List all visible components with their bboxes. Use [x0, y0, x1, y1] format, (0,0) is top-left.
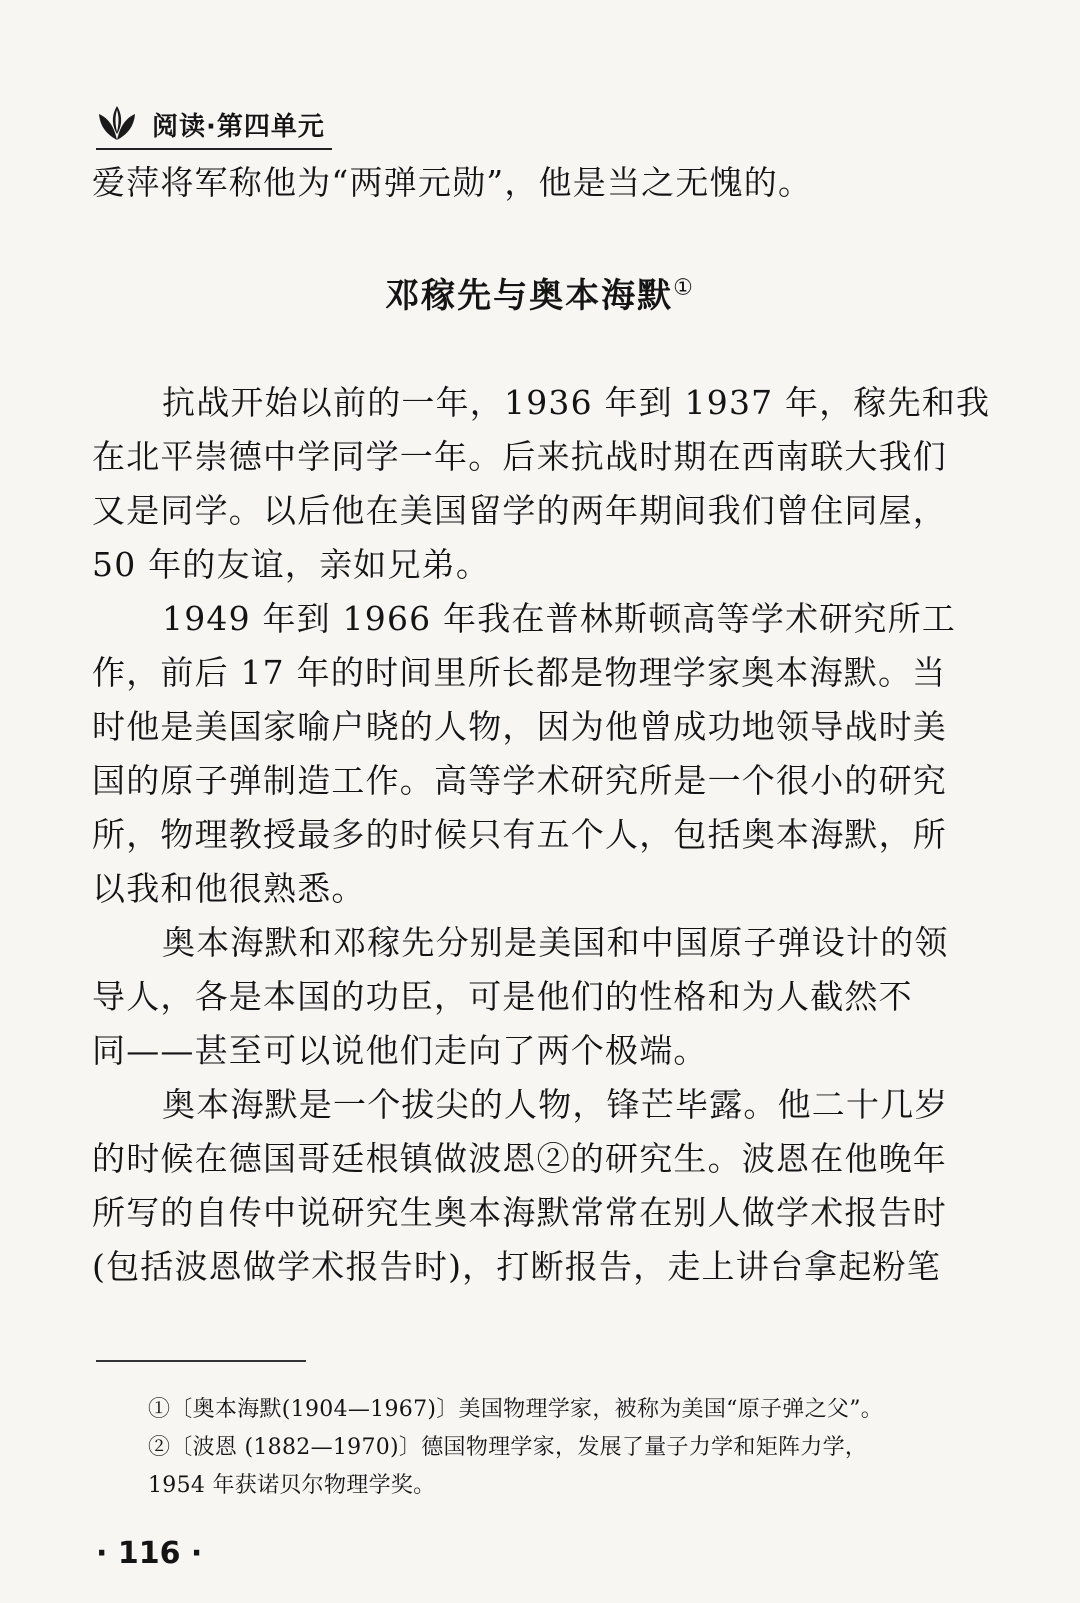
body-line: 以我和他很熟悉。	[92, 869, 366, 908]
footnote: ①〔奥本海默(1904—1967)〕美国物理学家，被称为美国“原子弹之父”。	[148, 1397, 884, 1422]
body-line: 所，物理教授最多的时候只有五个人，包括奥本海默，所	[92, 815, 947, 854]
body-line: 导人，各是本国的功臣，可是他们的性格和为人截然不	[92, 977, 913, 1016]
footnote-rule	[96, 1360, 306, 1362]
body-line: 奥本海默和邓稼先分别是美国和中国原子弹设计的领	[162, 923, 949, 962]
body-line: 时他是美国家喻户晓的人物，因为他曾成功地领导战时美	[92, 707, 947, 746]
body-line: 国的原子弹制造工作。高等学术研究所是一个很小的研究	[92, 761, 947, 800]
body-line: 抗战开始以前的一年，1936 年到 1937 年，稼先和我	[162, 383, 991, 422]
body-line: 奥本海默是一个拔尖的人物，锋芒毕露。他二十几岁	[162, 1085, 949, 1124]
body-line: 又是同学。以后他在美国留学的两年期间我们曾住同屋，	[92, 491, 947, 530]
header-rule	[96, 148, 332, 150]
footnote: ②〔波恩 (1882—1970)〕德国物理学家，发展了量子力学和矩阵力学，	[148, 1435, 868, 1460]
body-line: 同——甚至可以说他们走向了两个极端。	[92, 1031, 708, 1070]
body-line: 所写的自传中说研究生奥本海默常常在别人做学术报告时	[92, 1193, 947, 1232]
title-text: 邓稼先与奥本海默	[385, 276, 674, 316]
page-number: · 116 ·	[96, 1536, 203, 1571]
header-text: 阅读·第四单元	[152, 112, 325, 142]
body-line: (包括波恩做学术报告时)，打断报告，走上讲台拿起粉笔	[92, 1247, 941, 1286]
article-title	[0, 268, 1080, 317]
lead-line: 爱萍将军称他为“两弹元勋”，他是当之无愧的。	[92, 163, 813, 202]
body-line: 的时候在德国哥廷根镇做波恩②的研究生。波恩在他晚年	[92, 1139, 947, 1178]
title-footnote-mark: ①	[673, 275, 695, 301]
body-line: 50 年的友谊，亲如兄弟。	[92, 545, 491, 584]
book-leaf-logo	[96, 104, 138, 142]
body-line: 在北平崇德中学同学一年。后来抗战时期在西南联大我们	[92, 437, 947, 476]
body-line: 作，前后 17 年的时间里所长都是物理学家奥本海默。当	[92, 653, 947, 692]
body-line: 1949 年到 1966 年我在普林斯顿高等学术研究所工	[162, 599, 957, 638]
running-header	[96, 104, 456, 146]
footnote: 1954 年获诺贝尔物理学奖。	[148, 1473, 436, 1498]
